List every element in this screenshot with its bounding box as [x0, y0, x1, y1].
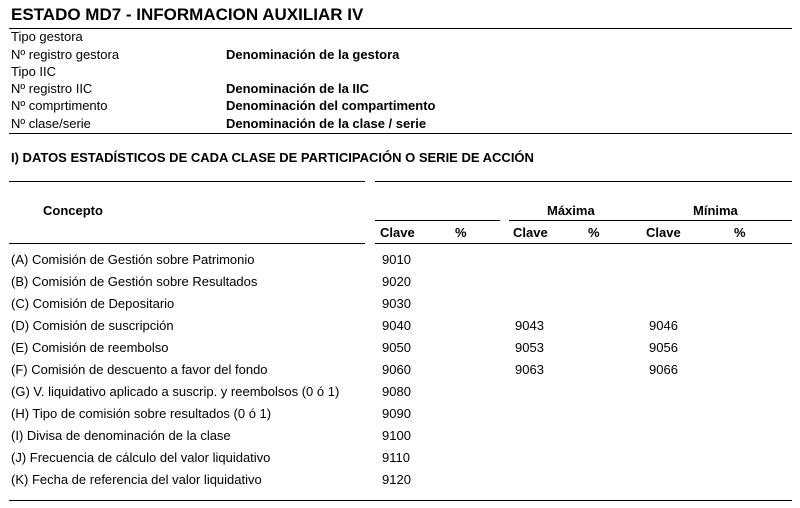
row-clave: 9010 — [382, 252, 411, 267]
row-min-clave: 9066 — [649, 362, 678, 377]
row-clave: 9100 — [382, 428, 411, 443]
table-bottom-rule — [9, 500, 792, 501]
field-label-tipo-gestora: Tipo gestora — [11, 29, 83, 44]
group-rule-right — [509, 220, 792, 221]
row-concepto: (K) Fecha de referencia del valor liquidativo — [11, 472, 262, 487]
field-value-iic: Denominación de la IIC — [226, 81, 370, 96]
row-concepto: (I) Divisa de denominación de la clase — [11, 428, 231, 443]
column-header-min-pct: % — [734, 225, 746, 240]
row-clave: 9120 — [382, 472, 411, 487]
field-value-compartimento: Denominación del compartimento — [226, 98, 436, 113]
row-min-clave: 9056 — [649, 340, 678, 355]
row-clave: 9110 — [382, 450, 410, 465]
section-title: I) DATOS ESTADÍSTICOS DE CADA CLASE DE PARTICIPACIÓN O SERIE DE ACCIÓN — [11, 150, 534, 165]
row-max-clave: 9043 — [515, 318, 544, 333]
column-header-pct: % — [455, 225, 467, 240]
row-concepto: (C) Comisión de Depositario — [11, 296, 175, 311]
column-header-rule-right — [375, 243, 792, 244]
row-concepto: (E) Comisión de reembolso — [11, 340, 169, 355]
row-concepto: (F) Comisión de descuento a favor del fondo — [11, 362, 268, 377]
table-top-rule-left — [9, 181, 365, 182]
group-rule-left — [375, 220, 500, 221]
row-clave: 9090 — [382, 406, 411, 421]
table-top-rule-right — [375, 181, 792, 182]
row-clave: 9080 — [382, 384, 411, 399]
column-header-concepto: Concepto — [43, 203, 103, 218]
group-header-minima: Mínima — [693, 203, 738, 218]
row-clave: 9020 — [382, 274, 411, 289]
column-header-max-clave: Clave — [513, 225, 548, 240]
row-clave: 9060 — [382, 362, 411, 377]
column-header-min-clave: Clave — [646, 225, 681, 240]
group-header-maxima: Máxima — [547, 203, 595, 218]
row-max-clave: 9063 — [515, 362, 544, 377]
field-value-clase-serie: Denominación de la clase / serie — [226, 116, 427, 131]
column-header-rule-left — [9, 243, 365, 244]
row-concepto: (D) Comisión de suscripción — [11, 318, 174, 333]
row-concepto: (A) Comisión de Gestión sobre Patrimonio — [11, 252, 255, 267]
row-min-clave: 9046 — [649, 318, 678, 333]
row-max-clave: 9053 — [515, 340, 544, 355]
title-rule — [9, 28, 792, 29]
column-header-max-pct: % — [588, 225, 600, 240]
page-title: ESTADO MD7 - INFORMACION AUXILIAR IV — [11, 5, 364, 24]
field-label-registro-iic: Nº registro IIC — [11, 81, 93, 96]
field-label-compartimento: Nº comprtimento — [11, 98, 108, 113]
row-clave: 9040 — [382, 318, 411, 333]
row-concepto: (J) Frecuencia de cálculo del valor liquidativo — [11, 450, 271, 465]
field-label-registro-gestora: Nº registro gestora — [11, 47, 120, 62]
row-clave: 9050 — [382, 340, 411, 355]
row-concepto: (B) Comisión de Gestión sobre Resultados — [11, 274, 258, 289]
field-value-gestora: Denominación de la gestora — [226, 47, 400, 62]
column-header-clave: Clave — [380, 225, 415, 240]
row-concepto: (G) V. liquidativo aplicado a suscrip. y reembolsos (0 ó 1) — [11, 384, 340, 399]
field-label-clase-serie: Nº clase/serie — [11, 116, 91, 131]
field-label-tipo-iic: Tipo IIC — [11, 64, 57, 79]
row-concepto: (H) Tipo de comisión sobre resultados (0 ó 1) — [11, 406, 272, 421]
row-clave: 9030 — [382, 296, 411, 311]
header-rule — [9, 133, 792, 134]
